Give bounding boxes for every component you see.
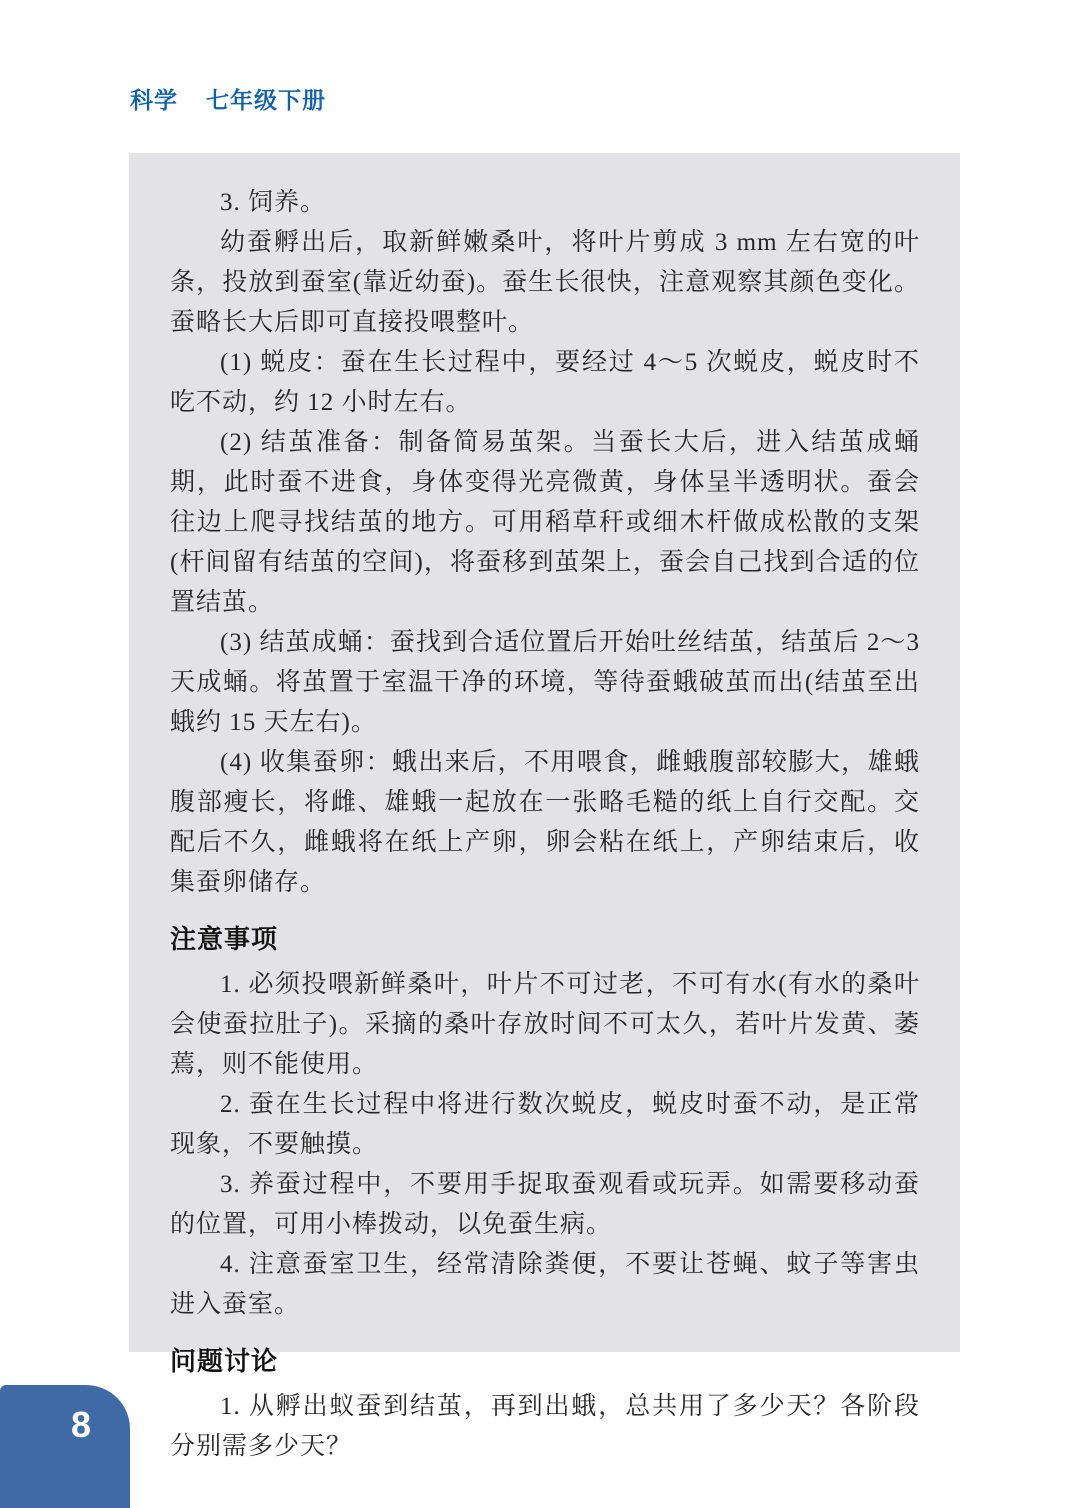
page-number-box bbox=[0, 1385, 130, 1508]
intro-paragraph: 幼蚕孵出后，取新鲜嫩桑叶，将叶片剪成 3 mm 左右宽的叶条，投放到蚕室(靠近幼蚕)。蚕生长很快，注意观察其颜色变化。蚕略长大后即可直接投喂整叶。 bbox=[170, 229, 920, 336]
step-title: 3. 饲养。 bbox=[220, 189, 327, 216]
note-item-4: 4. 注意蚕室卫生，经常清除粪便，不要让苍蝇、蚊子等害虫进入蚕室。 bbox=[170, 1251, 920, 1318]
book-subject-label: 科学 bbox=[130, 87, 178, 113]
note-item-1: 1. 必须投喂新鲜桑叶，叶片不可过老，不可有水(有水的桑叶会使蚕拉肚子)。采摘的桑叶存放时间不可太久，若叶片发黄、萎蔫，则不能使用。 bbox=[170, 971, 920, 1078]
notes-heading: 注意事项 bbox=[170, 924, 279, 954]
substep-molting: (1) 蜕皮：蚕在生长过程中，要经过 4～5 次蜕皮，蜕皮时不吃不动，约 12 小时左右。 bbox=[170, 349, 920, 416]
discussion-question-1: 1. 从孵出蚁蚕到结茧，再到出蛾，总共用了多少天？各阶段分别需多少天？ bbox=[170, 1393, 920, 1460]
page-number: 8 bbox=[71, 1404, 92, 1445]
book-volume-label: 七年级下册 bbox=[206, 87, 326, 113]
content-panel bbox=[129, 153, 960, 1460]
substep-collect-eggs: (4) 收集蚕卵：蛾出来后，不用喂食，雌蛾腹部较膨大，雄蛾腹部瘦长，将雌、雄蛾一起放在一张略毛糙的纸上自行交配。交配后不久，雌蛾将在纸上产卵，卵会粘在纸上，产卵结束后，收集蚕卵储存。 bbox=[170, 749, 920, 896]
substep-cocoon-prep: (2) 结茧准备：制备简易茧架。当蚕长大后，进入结茧成蛹期，此时蚕不进食，身体变得光亮微黄，身体呈半透明状。蚕会往边上爬寻找结茧的地方。可用稻草秆或细木杆做成松散的支架(杆间留有结茧的空间)，将蚕移到茧架上，蚕会自己找到合适的位置结茧。 bbox=[170, 429, 920, 616]
book-header bbox=[130, 82, 326, 115]
substep-cocoon-pupa: (3) 结茧成蛹：蚕找到合适位置后开始吐丝结茧，结茧后 2～3 天成蛹。将茧置于室温干净的环境，等待蚕蛾破茧而出(结茧至出蛾约 15 天左右)。 bbox=[170, 629, 920, 736]
discussion-heading: 问题讨论 bbox=[170, 1346, 279, 1376]
note-item-3: 3. 养蚕过程中，不要用手捉取蚕观看或玩弄。如需要移动蚕的位置，可用小棒拨动，以免蚕生病。 bbox=[170, 1171, 920, 1238]
note-item-2: 2. 蚕在生长过程中将进行数次蜕皮，蜕皮时蚕不动，是正常现象，不要触摸。 bbox=[170, 1091, 920, 1158]
